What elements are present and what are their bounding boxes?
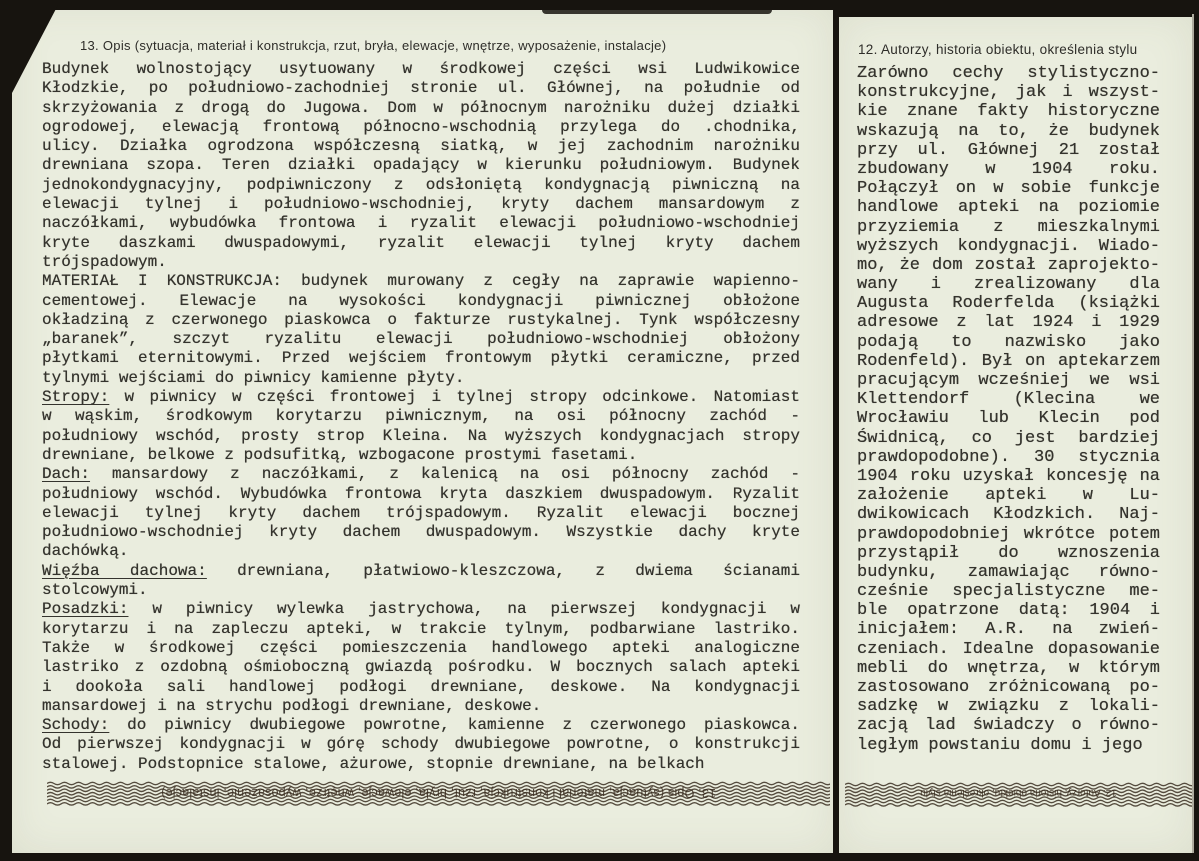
text-line: inicjałem: A.R. na zwień- [857, 620, 1160, 640]
text-line: Także w środkowej części pomieszczenia handlowego apteki analogiczne [42, 638, 800, 657]
text-line: Stropy: w piwnicy w części frontowej i tylnej stropy odcinkowe. Natomiast [42, 388, 800, 407]
left-showthrough-text: 13. Opis (sytuacja, materiał i konstrukcja, rzut, bryła, elewacje, wnętrze, wyposażenie, instalacje) [161, 786, 716, 800]
left-page-header: 13. Opis (sytuacja, materiał i konstrukcja, rzut, bryła, elewacje, wnętrze, wyposażenie, instalacje) [80, 38, 667, 53]
text-line: ogrodowej, elewacją frontową północno-wschodnią przylega do .chodnika, [42, 117, 800, 136]
text-line: prawdopodobniej wkrótce potem [857, 524, 1160, 544]
text-line: południowy wschód, prosty strop Kleina. Na wyższych kondygnacjach stropy [42, 426, 800, 445]
left-page [12, 5, 833, 853]
right-page-text [857, 64, 1160, 755]
text-line: okładziną z czerwonego piaskowca o fakturze rustykalnej. Tynk współczesny [42, 310, 800, 329]
text-line: cześnie specjalistyczne me- [857, 582, 1160, 602]
text-line: Schody: do piwnicy dwubiegowe powrotne, kamienne z czerwonego piaskowca. [42, 716, 800, 735]
underlined-heading: Stropy: [42, 388, 110, 407]
text-line: Kłodzkie, po południowo-zachodniej stronie ul. Głównej, na południe od [42, 79, 800, 98]
text-line: i dookoła sali handlowej podłogi drewniane, deskowe. Na kondygnacji [42, 677, 800, 696]
text-line: w wąskim, środkowym korytarzu piwnicznym, na osi północny zachód - [42, 407, 800, 426]
text-line: naczółkami, wybudówka frontowa i ryzalit elewacji południowo-wschodniej [42, 214, 800, 233]
text-line: wany i zrealizowany dla [857, 275, 1160, 295]
text-line: mansardowej i na strychu podłogi drewniane, deskowe. [42, 696, 542, 715]
text-line: elewacji tylnej i południowo-wschodniej, kryty dachem mansardowym z [42, 195, 800, 214]
text-line: tylnymi wejściami do piwnicy kamienne płyty. [42, 368, 465, 387]
text-line: czeniach. Idealne dopasowanie [857, 639, 1160, 659]
right-page [839, 14, 1194, 853]
underlined-heading: Posadzki: [42, 600, 129, 619]
text-line: ległym powstaniu domu i jego [857, 735, 1143, 755]
scan-edge-top-right [839, 14, 1192, 17]
text-line: Budynek wolnostojący usytuowany w środkowej części wsi Ludwikowice [42, 60, 800, 78]
text-line: sadzkę w związku z lokali- [857, 697, 1160, 717]
text-line: mebli do wnętrza, w którym [857, 658, 1160, 678]
text-line: zastosowano zróżnicowaną po- [857, 678, 1160, 697]
text-line: korytarzu i na zapleczu apteki, w trakcie tylnym, podbarwiane lastriko. [42, 619, 800, 638]
text-line: ulicy. Działka ogrodzona współczesną siatką, w jej zachodnim narożniku [42, 137, 800, 156]
text-line: Wrocławiu lub Klecin pod [857, 409, 1160, 429]
text-line: pracującym wcześniej we wsi [857, 371, 1160, 390]
text-line: Więźba dachowa: drewniana, płatwiowo-kleszczowa, z dwiema ścianami [42, 561, 800, 580]
underlined-heading: Więźba dachowa: [42, 561, 207, 580]
text-line: 1904 roku uzyskał koncesję na [857, 466, 1160, 486]
text-line: skrzyżowania z drogą do Jugowa. Dom w północnym narożniku dużej działki [42, 98, 800, 117]
text-line: Klettendorf (Klecina we [857, 390, 1160, 410]
text-line: przyziemia z mieszkalnymi [857, 217, 1160, 237]
text-line: założenie apteki w Lu- [857, 486, 1160, 506]
left-footer-band [47, 781, 830, 807]
text-line: południowy wschód. Wybudówka frontowa kryta daszkiem dwuspadowym. Ryzalit [42, 484, 800, 503]
text-line: cementowej. Elewacje na wysokości kondygnacji piwnicznej obłożone [42, 291, 800, 310]
text-line: stalowej. Podstopnice stalowe, ażurowe, stopnie drewniane, na belkach [42, 754, 705, 773]
text-line: dachówką. [42, 542, 129, 561]
text-line: drewniane, belkowe z podsufitką, wzbogacone prostymi fasetami. [42, 445, 638, 464]
text-line: wskazują na to, że budynek [857, 121, 1160, 141]
underlined-heading: Dach: [42, 465, 91, 484]
text-line: kie znane fakty historyczne [857, 102, 1160, 122]
text-line: wyższych kondygnacji. Wiado- [857, 236, 1160, 256]
text-line: Augusta Roderfelda (książki [857, 294, 1160, 314]
text-line: przystąpił do wznoszenia [857, 543, 1160, 563]
text-line: budynku, zamawiając równo- [857, 562, 1160, 582]
text-line: mo, że dom został zaprojekto- [857, 255, 1160, 275]
text-line: przy ul. Głównej 21 został [857, 140, 1160, 160]
text-line: jednokondygnacyjny, podpiwniczony z odsłoniętą kondygnacją piwniczną na [42, 175, 800, 194]
text-line: płytkami eternitowymi. Przed wejściem frontowym płytki ceramiczne, przed [42, 349, 800, 368]
text-line: Świdnicą, co jest bardziej [857, 428, 1160, 448]
right-showthrough-text: 12. Autorzy, historia obiektu, określenia stylu [920, 787, 1117, 798]
text-line: ble opatrzone datą: 1904 i [857, 601, 1160, 621]
text-line: zacją lad świadczy o równo- [857, 716, 1160, 736]
text-line: Dach: mansardowy z naczółkami, z kalenicą na osi północny zachód - [42, 465, 800, 484]
text-line: Posadzki: w piwnicy wylewka jastrychowa, na pierwszej kondygnacji w [42, 600, 800, 619]
scan-smudge [542, 5, 772, 14]
right-page-header: 12. Autorzy, historia obiektu, określenia stylu [858, 42, 1138, 57]
text-line: MATERIAŁ I KONSTRUKCJA: budynek murowany z cegły na zaprawie wapienno- [42, 272, 800, 291]
text-line: Zarówno cechy stylistyczno- [857, 64, 1160, 83]
text-line: stolcowymi. [42, 581, 148, 600]
text-line: Od pierwszej kondygnacji w górę schody dwubiegowe powrotne, o konstrukcji [42, 735, 800, 754]
text-line: południowo-wschodniej kryty dachem dwuspadowym. Wszystkie dachy kryte [42, 523, 800, 542]
text-line: handlowe apteki na poziomie [857, 198, 1160, 218]
text-line: kryte daszkami dwuspadowymi, ryzalit elewacji tylnej kryty dachem [42, 233, 800, 252]
text-line: Rodenfeld). Był on aptekarzem [857, 351, 1160, 371]
text-line: zbudowany w 1904 roku. [857, 159, 1160, 179]
text-line: prawdopodobne). 30 stycznia [857, 447, 1160, 467]
text-line: Połączył on w sobie funkcje [857, 179, 1160, 199]
text-line: elewacji tylnej kryty dachem trójspadowym. Ryzalit elewacji bocznej [42, 503, 800, 522]
text-line: lastriko z ozdobną ośmioboczną gwiazdą pośrodku. W bocznych salach apteki [42, 658, 800, 677]
text-line: dwikowicach Kłodzkich. Naj- [857, 505, 1160, 525]
text-line: adresowe z lat 1924 i 1929 [857, 313, 1160, 333]
text-line: drewniana szopa. Teren działki opadający w kierunku południowym. Budynek [42, 156, 800, 175]
text-line: „baranek”, szczyt ryzalitu elewacji południowo-wschodniej obłożony [42, 330, 800, 349]
right-footer-band [845, 782, 1192, 808]
underlined-heading: Schody: [42, 716, 110, 735]
text-line: trójspadowym. [42, 252, 167, 271]
text-line: podają to nazwisko jako [857, 332, 1160, 352]
left-page-text [42, 60, 800, 774]
text-line: konstrukcyjne, jak i wszyst- [857, 83, 1160, 103]
